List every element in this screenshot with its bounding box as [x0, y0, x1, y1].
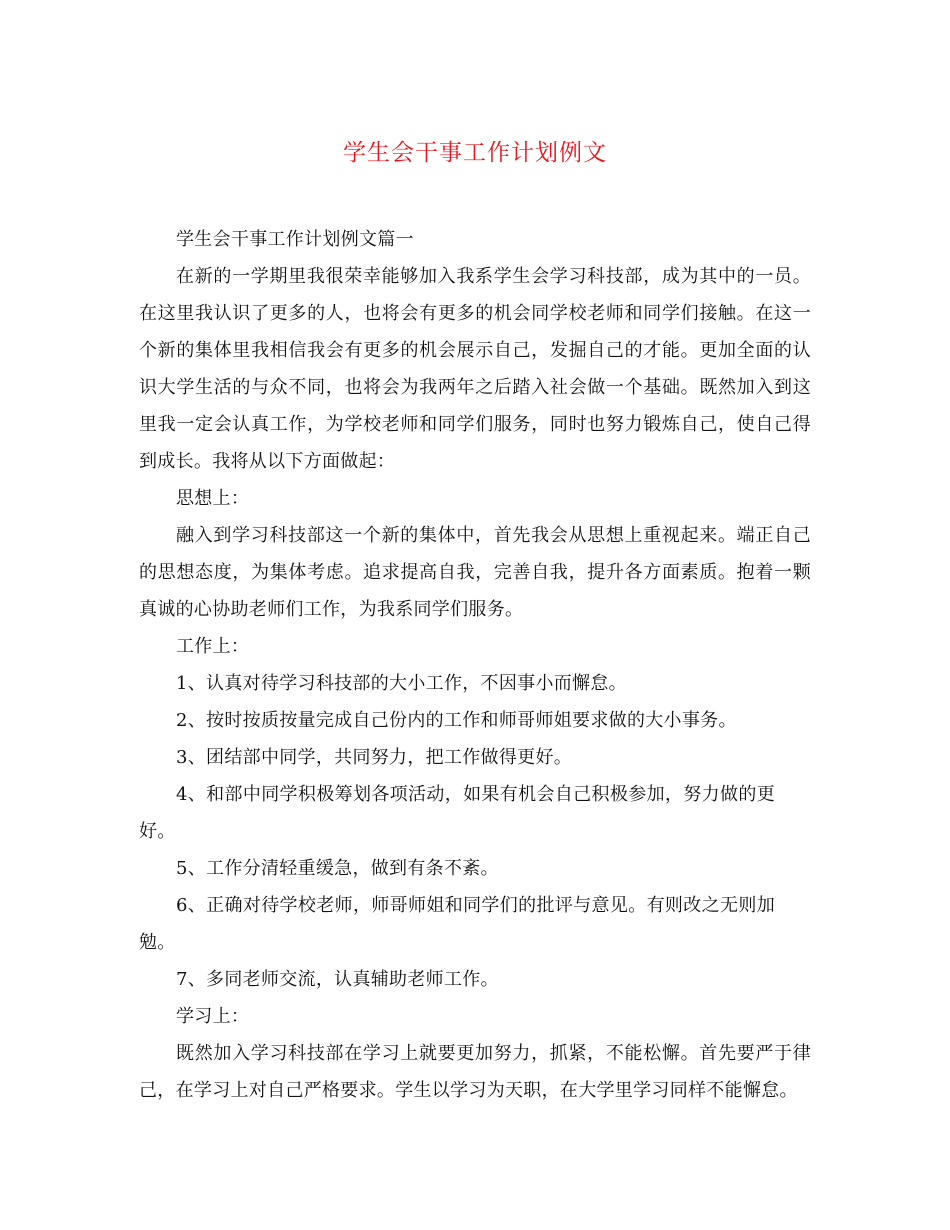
work-item: 4、和部中同学积极筹划各项活动，如果有机会自己积极参加，努力做的更好。: [139, 784, 775, 842]
work-item: 6、正确对待学校老师，师哥师姐和同学们的批评与意见。有则改之无则加勉。: [139, 895, 775, 953]
subheading-thinking: 思想上：: [176, 488, 250, 509]
work-item: 3、团结部中同学，共同努力，把工作做得更好。: [176, 747, 573, 768]
study-paragraph: 既然加入学习科技部在学习上就要更加努力，抓紧，不能松懈。首先要严于律己，在学习上对自己严格要求。学生以学习为天职，在大学里学习同样不能懈怠。: [139, 1043, 811, 1101]
work-item: 1、认真对待学习科技部的大小工作，不因事小而懈怠。: [176, 673, 627, 694]
intro-paragraph: 在新的一学期里我很荣幸能够加入我系学生会学习科技部，成为其中的一员。在这里我认识了更多的人，也将会有更多的机会同学校老师和同学们接触。在这一个新的集体里我相信我会有更多的机会展示自己，发掘自己的才能。更加全面的认识大学生活的与众不同，也将会为我两年之后踏入社会做一个基础。既然加入到这里我一定会认真工作，为学校老师和同学们服务，同时也努力锻炼自己，使自己得到成长。我将从以下方面做起：: [139, 266, 811, 472]
work-item: 2、按时按质按量完成自己份内的工作和师哥师姐要求做的大小事务。: [176, 710, 737, 731]
work-item: 7、多同老师交流，认真辅助老师工作。: [176, 969, 499, 990]
document-body: [139, 221, 811, 1109]
document-title: 学生会干事工作计划例文: [343, 140, 607, 166]
section-heading: 学生会干事工作计划例文篇一: [176, 229, 414, 250]
work-item: 5、工作分清轻重缓急，做到有条不紊。: [176, 858, 499, 879]
thinking-paragraph: 融入到学习科技部这一个新的集体中，首先我会从思想上重视起来。端正自己的思想态度，为集体考虑。追求提高自我，完善自我，提升各方面素质。抱着一颗真诚的心协助老师们工作，为我系同学们服务。: [139, 525, 811, 620]
subheading-work: 工作上：: [176, 636, 250, 657]
subheading-study: 学习上：: [176, 1006, 250, 1027]
